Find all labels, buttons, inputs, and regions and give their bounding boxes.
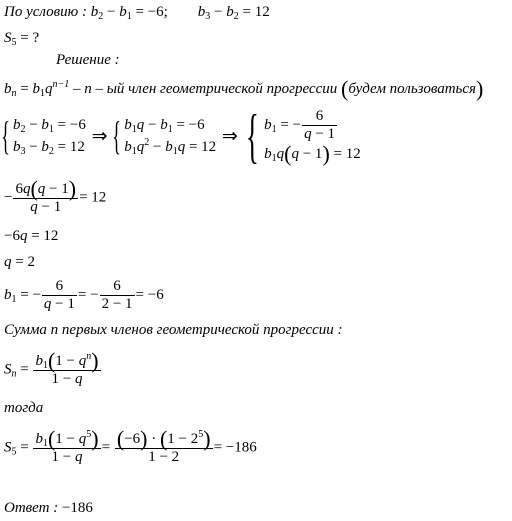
find-symbol: S	[4, 30, 12, 46]
answer-value: −186	[61, 500, 93, 516]
systems-line: { $b_2 - b_1 = -6$ $b_3 - b_2 = 12$ ⇒ { $b_1q - b_1 = -6$ $b_1q^2 - b_1q = 12$ ⇒ { $b_1$ = − $\frac{6}{q - 1}$ $b_1q(q - 1) = 12$	[1, 103, 361, 169]
diff1-value: −6	[147, 4, 164, 20]
given-line: По условию : $b_2 - b_1 = -6$; $b_3 - b_2 = 12$	[4, 4, 270, 22]
then-label: тогда	[4, 400, 44, 416]
sum-label: Сумма n первых членов геометрической прогрессии :	[4, 322, 343, 338]
step-6q: −6q = 12	[4, 228, 59, 244]
step-b1: $b_1$ = − $\frac{6}{q - 1}$ = − $\frac{6}{2 - 1}$ = −6	[4, 278, 164, 312]
power-n1: n−1	[52, 79, 70, 90]
answer-line	[4, 500, 93, 517]
answer-label: Ответ :	[4, 500, 59, 516]
general-formula-line: $b_n = b_1q^{n-1} - n$ – ый член геометрической прогрессии (будем пользоваться)	[4, 76, 484, 101]
find-tail: = ?	[16, 30, 40, 46]
sum-formula: $S_n$ = $\frac{b_1(1 - q^n)}{1 - q}$	[4, 348, 99, 387]
formula-note2: будем пользоваться	[348, 81, 477, 97]
given-label: По условию :	[4, 4, 87, 20]
s5-value: −186	[225, 439, 257, 456]
b1-value: −6	[147, 286, 164, 303]
find-line: $S_5$ = ?	[4, 30, 40, 48]
s5-formula: $S_5$ = $\frac{b_1(1 - q^5)}{1 - q}$ = $\frac{(-6) \cdot (1 - 2^5)}{1 - 2}$ = −186	[4, 426, 257, 465]
solution-heading: Решение :	[56, 52, 120, 68]
formula-note: – n – ый член геометрической прогрессии	[72, 81, 338, 97]
step-q: q = 2	[4, 254, 35, 270]
diff2-value: 12	[254, 4, 270, 20]
q-value: 2	[27, 254, 35, 270]
step-fraction: − $\frac{6q(q - 1)}{q - 1}$ = 12	[4, 176, 107, 215]
